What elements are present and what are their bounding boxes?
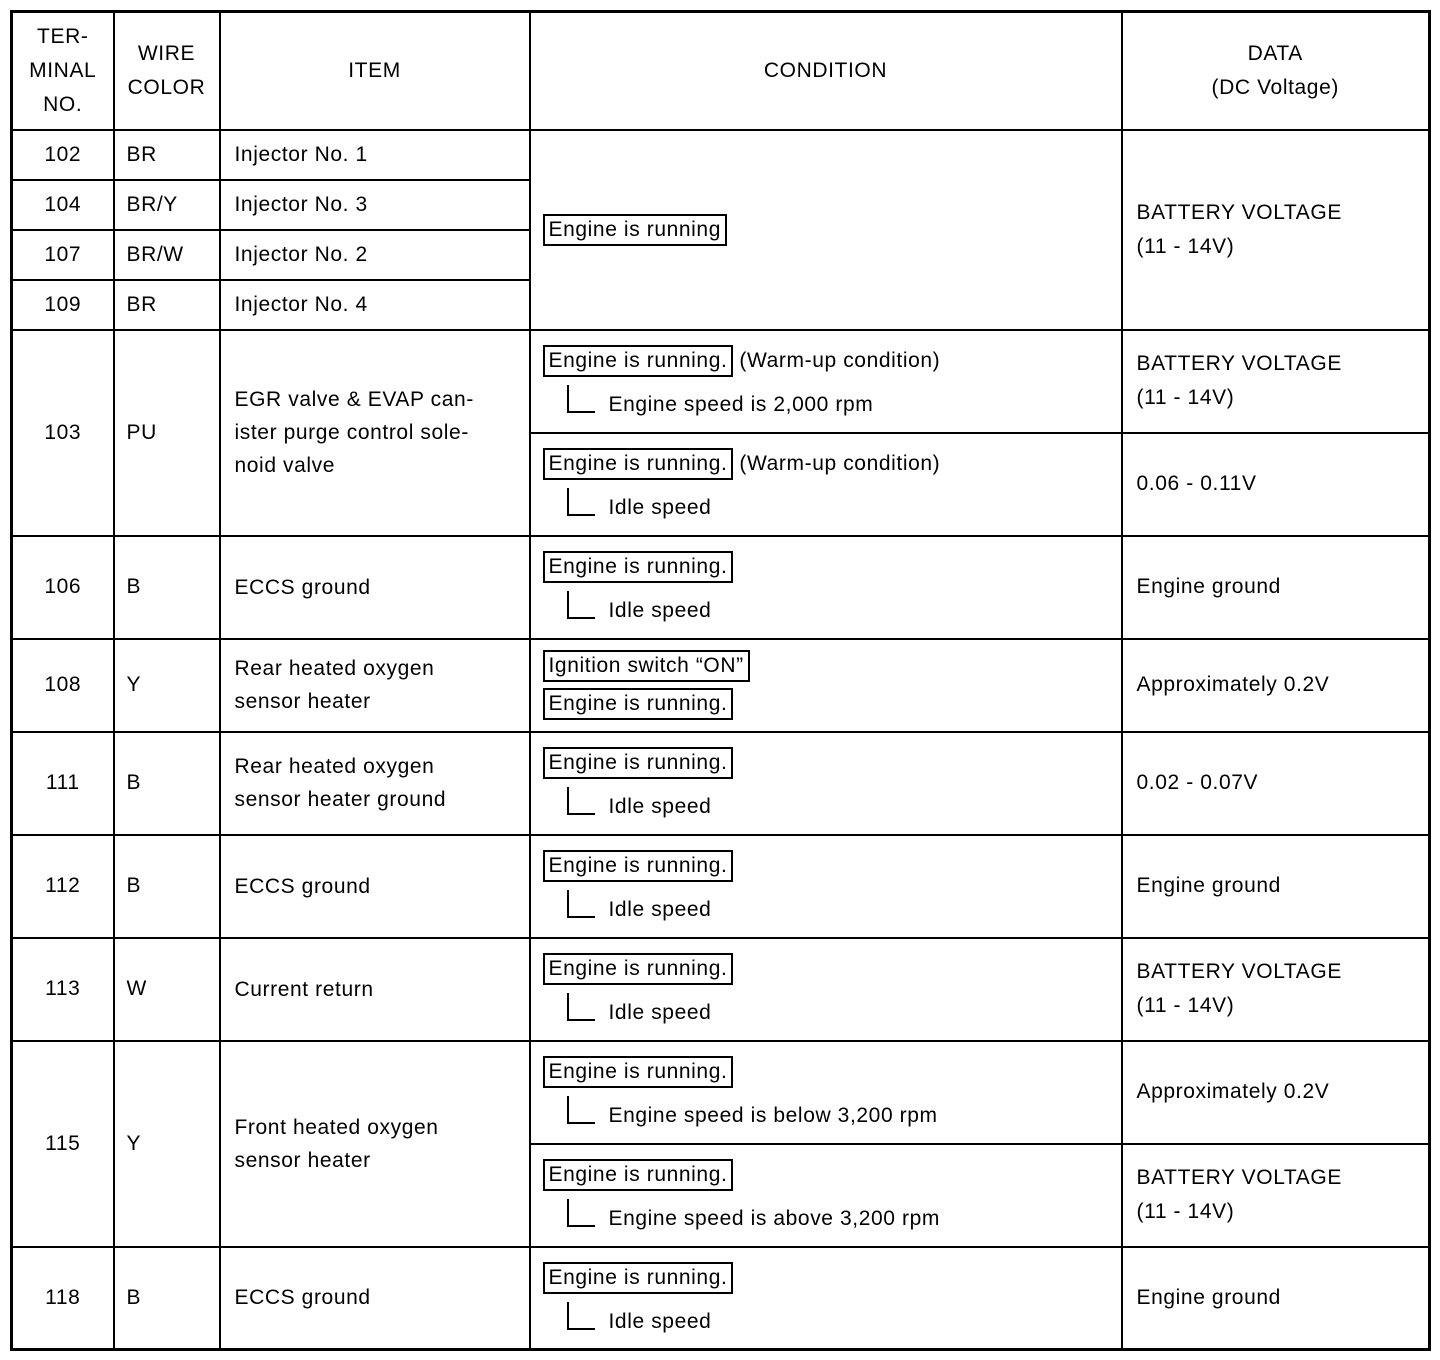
item-cell [220, 1041, 530, 1247]
header-terminal-line: NO. [43, 92, 83, 116]
table-row [12, 130, 1430, 180]
condition-cell [530, 1144, 1122, 1247]
condition-cell [530, 130, 1122, 330]
condition-box: Engine is running. [543, 850, 734, 882]
item-cell: Injector No. 4 [220, 280, 530, 330]
condition-cell [530, 433, 1122, 536]
data-line: (11 - 14V) [1136, 1200, 1235, 1223]
item-cell: Injector No. 2 [220, 230, 530, 280]
condition-box: Engine is running. [543, 747, 734, 779]
header-wire-line: WIRE [137, 41, 196, 65]
item-cell: ECCS ground [220, 536, 530, 639]
condition-box: Ignition switch “ON” [543, 650, 750, 682]
terminal-cell: 103 [12, 330, 114, 536]
condition-box: Engine is running. [543, 953, 734, 985]
sub-condition: Engine speed is 2,000 rpm [608, 393, 874, 416]
table-row [12, 835, 1430, 938]
data-cell: Approximately 0.2V [1122, 639, 1430, 732]
condition-box: Engine is running. [543, 1159, 734, 1191]
wire-color-cell: BR/W [114, 230, 220, 280]
branch-connector-icon [567, 488, 595, 516]
data-cell [1122, 1144, 1430, 1247]
data-cell: 0.06 - 0.11V [1122, 433, 1430, 536]
sub-condition: Idle speed [608, 496, 712, 519]
table-row [12, 732, 1430, 835]
branch-connector-icon [567, 890, 595, 918]
branch-connector-icon [567, 787, 595, 815]
data-cell: Approximately 0.2V [1122, 1041, 1430, 1144]
item-line: EGR valve & EVAP can- [234, 388, 474, 411]
wire-color-cell: Y [114, 639, 220, 732]
condition-box: Engine is running. [543, 1262, 734, 1294]
branch-connector-icon [567, 993, 595, 1021]
item-line: sensor heater [234, 1148, 371, 1172]
condition-box: Engine is running. [543, 1056, 734, 1088]
item-cell: Injector No. 3 [220, 180, 530, 230]
data-cell: 0.02 - 0.07V [1122, 732, 1430, 835]
item-cell: Injector No. 1 [220, 130, 530, 180]
wire-color-cell: BR/Y [114, 180, 220, 230]
data-line: (11 - 14V) [1136, 386, 1235, 409]
branch-connector-icon [567, 1199, 595, 1227]
terminal-cell: 102 [12, 130, 114, 180]
condition-box: Engine is running. [543, 688, 734, 720]
header-item: ITEM [220, 12, 530, 130]
sub-condition: Idle speed [608, 1309, 712, 1333]
branch-connector-icon [567, 1302, 595, 1330]
item-line: sensor heater [234, 690, 371, 713]
sub-condition: Idle speed [608, 599, 712, 622]
terminal-cell: 113 [12, 938, 114, 1041]
data-cell: Engine ground [1122, 835, 1430, 938]
header-condition: CONDITION [530, 12, 1122, 130]
condition-cell [530, 639, 1122, 732]
header-wire-line: COLOR [127, 75, 206, 99]
condition-box: Engine is running. [543, 448, 734, 480]
wire-color-cell: W [114, 938, 220, 1041]
sub-condition: Idle speed [608, 1001, 712, 1024]
data-line: BATTERY VOLTAGE [1136, 1166, 1342, 1189]
condition-cell [530, 1247, 1122, 1350]
branch-connector-icon [567, 385, 595, 413]
branch-connector-icon [567, 591, 595, 619]
table-row [12, 1041, 1430, 1144]
data-line: BATTERY VOLTAGE [1136, 200, 1342, 224]
header-data-line: (DC Voltage) [1211, 75, 1339, 99]
terminal-cell: 107 [12, 230, 114, 280]
data-line: (11 - 14V) [1136, 994, 1235, 1017]
data-line: BATTERY VOLTAGE [1136, 352, 1342, 375]
table-row [12, 1247, 1430, 1350]
data-cell [1122, 130, 1430, 330]
condition-cell [530, 330, 1122, 433]
condition-box: Engine is running. [543, 345, 734, 377]
table-row [12, 330, 1430, 433]
data-cell: Engine ground [1122, 1247, 1430, 1350]
item-line: Rear heated oxygen [234, 657, 435, 680]
sub-condition: Engine speed is above 3,200 rpm [608, 1207, 940, 1230]
condition-cell [530, 938, 1122, 1041]
data-cell [1122, 330, 1430, 433]
wire-color-cell: BR [114, 280, 220, 330]
condition-cell [530, 732, 1122, 835]
header-terminal-line: TER- [37, 24, 89, 48]
terminal-cell: 111 [12, 732, 114, 835]
item-cell: ECCS ground [220, 835, 530, 938]
header-terminal-line: MINAL [29, 58, 97, 82]
table-row [12, 639, 1430, 732]
terminal-cell: 118 [12, 1247, 114, 1350]
item-line: noid valve [234, 454, 336, 477]
item-cell [220, 639, 530, 732]
sub-condition: Idle speed [608, 898, 712, 921]
terminal-cell: 108 [12, 639, 114, 732]
table-row [12, 536, 1430, 639]
data-cell: Engine ground [1122, 536, 1430, 639]
terminal-cell: 112 [12, 835, 114, 938]
terminal-cell: 109 [12, 280, 114, 330]
item-cell [220, 732, 530, 835]
condition-cell [530, 835, 1122, 938]
item-line: Front heated oxygen [234, 1115, 439, 1139]
condition-cell [530, 1041, 1122, 1144]
condition-box: Engine is running. [543, 551, 734, 583]
wire-color-cell: B [114, 536, 220, 639]
data-cell [1122, 938, 1430, 1041]
data-line: (11 - 14V) [1136, 234, 1235, 258]
condition-box: Engine is running [543, 214, 727, 246]
wire-color-cell: B [114, 835, 220, 938]
header-data [1122, 12, 1430, 130]
terminal-cell: 106 [12, 536, 114, 639]
branch-connector-icon [567, 1096, 595, 1124]
wire-color-cell: Y [114, 1041, 220, 1247]
item-line: ister purge control sole- [234, 421, 469, 444]
wire-color-cell: BR [114, 130, 220, 180]
terminal-data-table [10, 10, 1431, 1351]
header-row [12, 12, 1430, 130]
item-line: sensor heater ground [234, 788, 447, 811]
condition-cell [530, 536, 1122, 639]
data-line: BATTERY VOLTAGE [1136, 960, 1342, 983]
wire-color-cell: PU [114, 330, 220, 536]
item-cell: ECCS ground [220, 1247, 530, 1350]
wire-color-cell: B [114, 1247, 220, 1350]
header-wire-color [114, 12, 220, 130]
sub-condition: Idle speed [608, 795, 712, 818]
condition-note: (Warm-up condition) [739, 349, 941, 372]
header-data-line: DATA [1247, 41, 1303, 65]
item-cell [220, 330, 530, 536]
item-cell: Current return [220, 938, 530, 1041]
condition-note: (Warm-up condition) [739, 452, 941, 475]
terminal-cell: 104 [12, 180, 114, 230]
wire-color-cell: B [114, 732, 220, 835]
table-row [12, 938, 1430, 1041]
item-line: Rear heated oxygen [234, 755, 435, 778]
header-terminal [12, 12, 114, 130]
terminal-cell: 115 [12, 1041, 114, 1247]
sub-condition: Engine speed is below 3,200 rpm [608, 1104, 938, 1127]
